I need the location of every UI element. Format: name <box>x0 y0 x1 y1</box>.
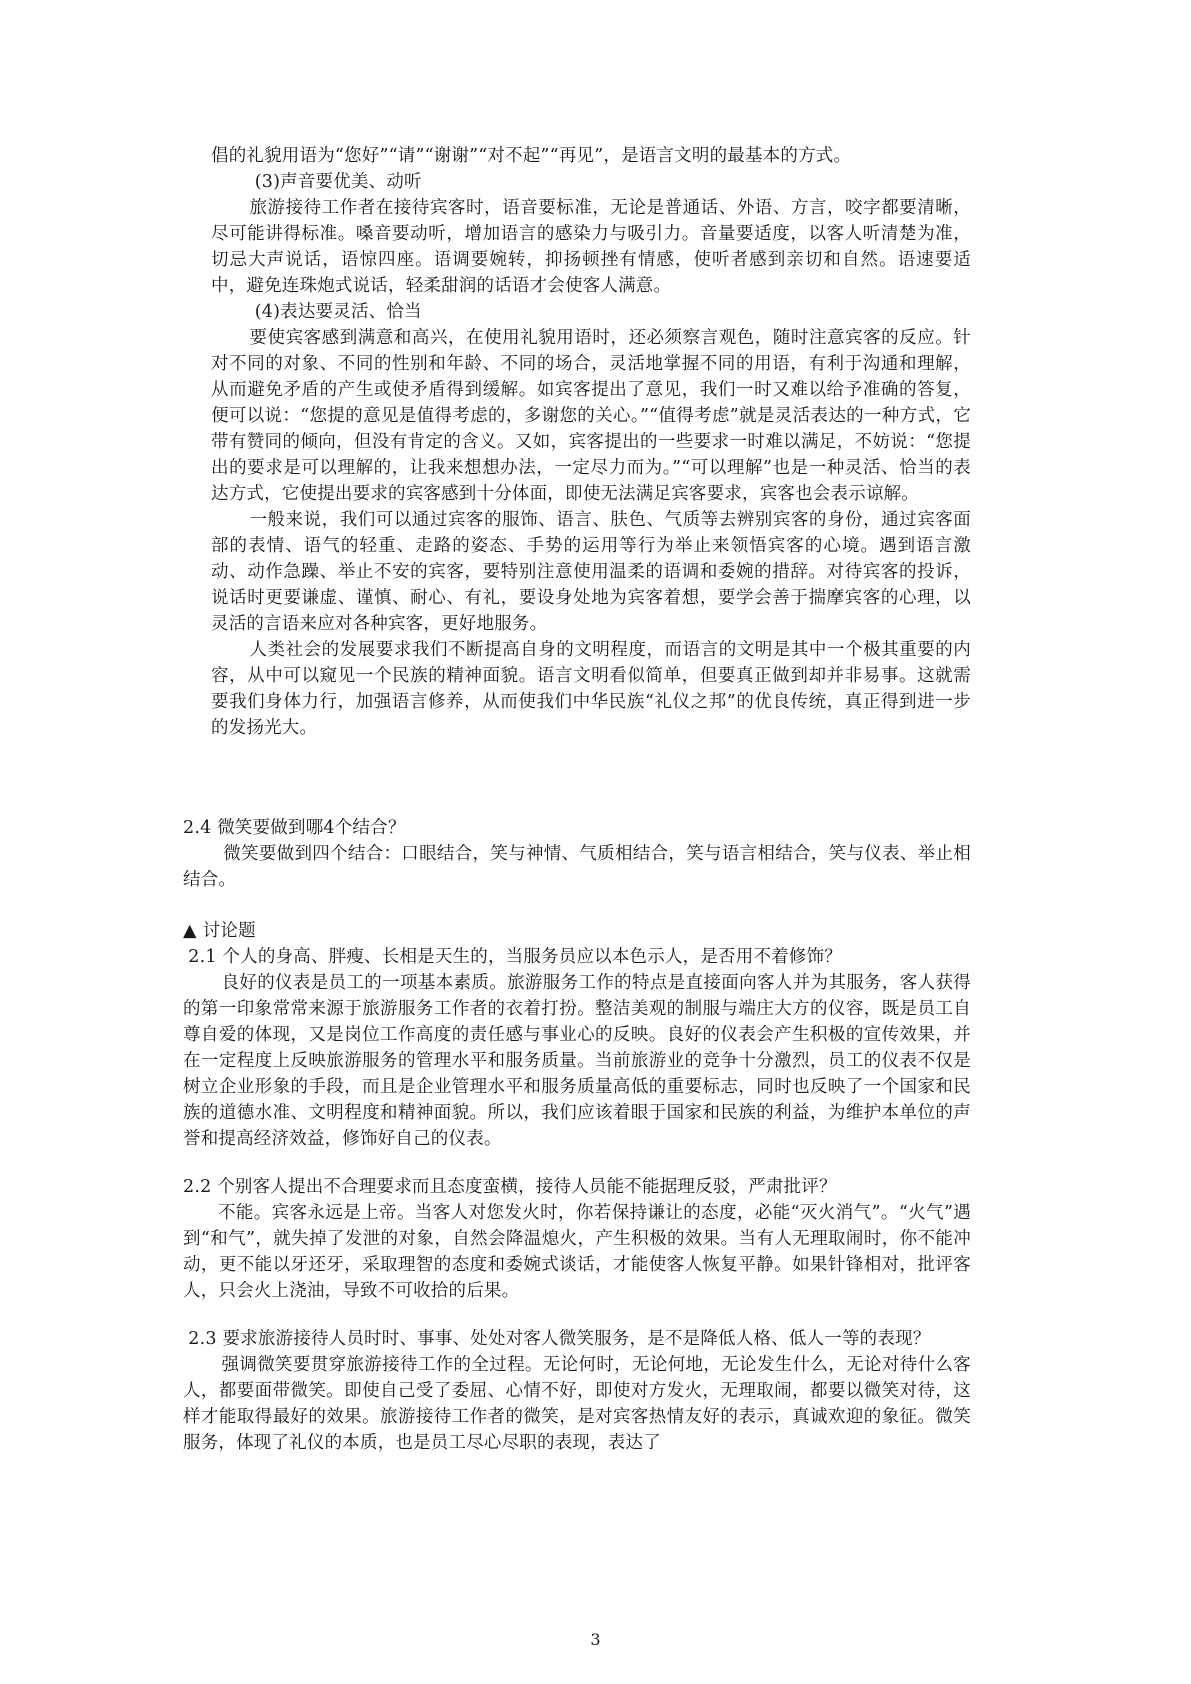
question-2-2-body: 不能。宾客永远是上帝。当客人对您发火时，你若保持谦让的态度，必能“灭火消气”。“火气”遇到“和气”，就失掉了发泄的对象，自然会降温熄火，产生积极的效果。当有人无理取闹时，你不能冲动，更不能以牙还牙，采取理智的态度和委婉式谈话，才能使客人恢复平静。如果针锋相对，批评客人，只会火上浇油，导致不可收拾的后果。 <box>183 1203 971 1301</box>
item-3-title: (3)声音要优美、动听 <box>254 172 422 192</box>
question-2-1-body: 良好的仪表是员工的一项基本素质。旅游服务工作的特点是直接面向客人并为其服务，客人获得的第一印象常常来源于旅游服务工作者的衣着打扮。整洁美观的制服与端庄大方的仪容，既是员工自尊自爱的体现，又是岗位工作高度的责任感与事业心的反映。良好的仪表会产生积极的宣传效果，并在一定程度上反映旅游服务的管理水平和服务质量。当前旅游业的竞争十分激烈，员工的仪表不仅是树立企业形象的手段，而且是企业管理水平和服务质量高低的重要标志，同时也反映了一个国家和民族的道德水准、文明程度和精神面貌。所以，我们应该着眼于国家和民族的利益，为维护本单位的声誉和提高经济效益，修饰好自己的仪表。 <box>183 973 971 1149</box>
paragraph-society: 人类社会的发展要求我们不断提高自身的文明程度，而语言的文明是其中一个极其重要的内容，从中可以窥见一个民族的精神面貌。语言文明看似简单，但要真正做到却并非易事。这就需要我们身体力行，加强语言修养，从而使我们中华民族“礼仪之邦”的优良传统，真正得到进一步的发扬光大。 <box>211 640 971 738</box>
section-language-etiquette <box>211 143 971 741</box>
question-2-2-title: 2.2 个别客人提出不合理要求而且态度蛮横，接待人员能不能据理反驳，严肃批评？ <box>183 1177 837 1197</box>
discussion-section <box>183 918 971 1456</box>
discussion-label: 讨论题 <box>202 921 256 941</box>
question-2-3-title: 2.3 要求旅游接待人员时时、事事、处处对客人微笑服务，是不是降低人格、低人一等的表现？ <box>188 1329 931 1349</box>
question-2-4 <box>183 815 971 893</box>
page-number: 3 <box>590 1630 601 1649</box>
question-2-1-title: 2.1 个人的身高、胖瘦、长相是天生的，当服务员应以本色示人，是否用不着修饰？ <box>188 947 842 967</box>
item-4-body: 要使宾客感到满意和高兴，在使用礼貌用语时，还必须察言观色，随时注意宾客的反应。针对不同的对象、不同的性别和年龄、不同的场合，灵活地掌握不同的用语，有利于沟通和理解，从而避免矛盾的产生或使矛盾得到缓解。如宾客提出了意见，我们一时又难以给予准确的答复，便可以说：“您提的意见是值得考虑的，多谢您的关心。”“值得考虑”就是灵活表达的一种方式，它带有赞同的倾向，但没有肯定的含义。又如，宾客提出的一些要求一时难以满足，不妨说：“您提出的要求是可以理解的，让我来想想办法，一定尽力而为。”“可以理解”也是一种灵活、恰当的表达方式，它使提出要求的宾客感到十分体面，即使无法满足宾客要求，宾客也会表示谅解。 <box>211 328 971 504</box>
item-4-title: (4)表达要灵活、恰当 <box>254 302 422 322</box>
question-2-3-body: 强调微笑要贯穿旅游接待工作的全过程。无论何时，无论何地，无论发生什么，无论对待什么客人，都要面带微笑。即使自己受了委屈、心情不好，即使对方发火，无理取闹，都要以微笑对待，这样才能取得最好的效果。旅游接待工作者的微笑，是对宾客热情友好的表示，真诚欢迎的象征。微笑服务，体现了礼仪的本质，也是员工尽心尽职的表现，表达了 <box>183 1355 971 1453</box>
paragraph-general: 一般来说，我们可以通过宾客的服饰、语言、肤色、气质等去辨别宾客的身份，通过宾客面部的表情、语气的轻重、走路的姿态、手势的运用等行为举止来领悟宾客的心境。遇到语言激动、动作急躁、举止不安的宾客，要特别注意使用温柔的语调和委婉的措辞。对待宾客的投诉，说话时更要谦虚、谨慎、耐心、有礼，要设身处地为宾客着想，要学会善于揣摩宾客的心理，以灵活的言语来应对各种宾客，更好地服务。 <box>211 510 971 634</box>
question-2-4-title: 2.4 微笑要做到哪4个结合？ <box>183 818 406 838</box>
paragraph-polite-phrases: 倡的礼貌用语为“您好”“请”“谢谢”“对不起”“再见”，是语言文明的最基本的方式。 <box>211 146 852 166</box>
item-3-body: 旅游接待工作者在接待宾客时，语音要标准，无论是普通话、外语、方言，咬字都要清晰，尽可能讲得标准。嗓音要动听，增加语言的感染力与吸引力。音量要适度，以客人听清楚为准，切忌大声说话，语惊四座。语调要婉转，抑扬顿挫有情感，使听者感到亲切和自然。语速要适中，避免连珠炮式说话，轻柔甜润的话语才会使客人满意。 <box>211 198 971 296</box>
triangle-icon: ▲ <box>183 921 197 941</box>
question-2-4-body: 微笑要做到四个结合：口眼结合，笑与神情、气质相结合，笑与语言相结合，笑与仪表、举止相结合。 <box>183 844 971 890</box>
discussion-heading <box>183 918 971 944</box>
